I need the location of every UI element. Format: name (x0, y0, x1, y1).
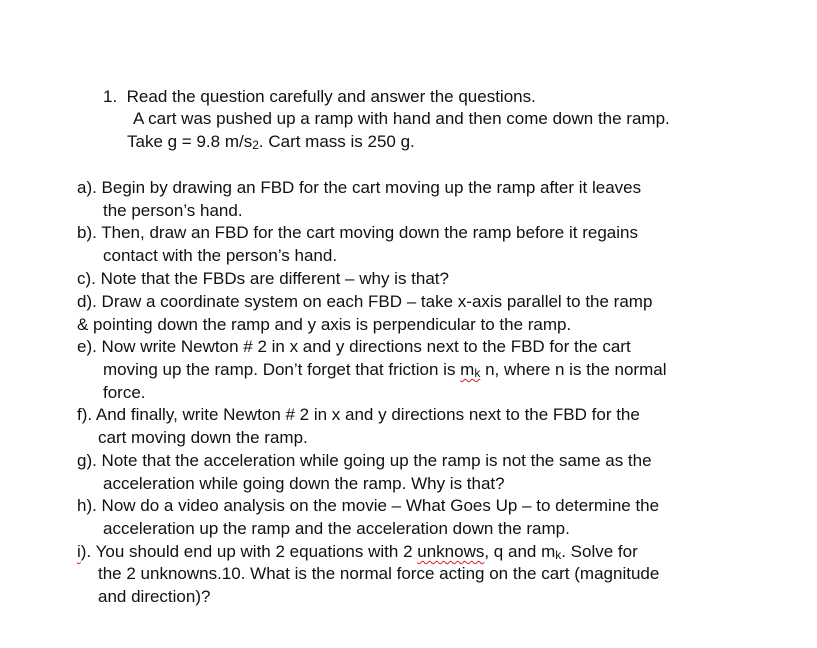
question-e-line2 (103, 359, 667, 382)
item-letter: i (77, 542, 81, 561)
problem-statement: A cart was pushed up a ramp with hand and then come down the ramp. (133, 109, 670, 128)
question-f-line1: f). And finally, write Newton # 2 in x and y directions next to the FBD for the (77, 405, 640, 424)
instruction-text: Read the question carefully and answer the questions. (126, 87, 536, 106)
solve-text: . Solve for (561, 542, 638, 561)
kinetic-subscript: k (555, 548, 562, 562)
exponent: 2 (252, 138, 259, 152)
question-e-line3: force. (103, 383, 146, 402)
misspelled-word: unknows (417, 542, 485, 561)
question-i-line3: and direction)? (98, 587, 211, 606)
gravity-value: Take g = 9.8 m/s (127, 132, 253, 151)
question-b-line2: contact with the person’s hand. (103, 246, 338, 265)
unknowns-list: , q and m (484, 542, 556, 561)
friction-text: moving up the ramp. Don’t forget that friction is (103, 360, 461, 379)
given-values (127, 131, 415, 154)
question-g-line1: g). Note that the acceleration while going up the ramp is not the same as the (77, 451, 652, 470)
question-number-line (103, 86, 536, 108)
question-h-line1: h). Now do a video analysis on the movie – What Goes Up – to determine the (77, 496, 660, 515)
friction-coefficient (460, 360, 480, 379)
question-a-line2: the person’s hand. (103, 201, 243, 220)
question-f-line2: cart moving down the ramp. (98, 428, 308, 447)
question-number: 1. (103, 87, 118, 106)
question-i-line1 (77, 541, 638, 564)
question-d-line2: & pointing down the ramp and y axis is perpendicular to the ramp. (77, 315, 572, 334)
question-g-line2: acceleration while going down the ramp. Why is that? (103, 474, 505, 493)
question-d-line1: d). Draw a coordinate system on each FBD – take x-axis parallel to the ramp (77, 292, 653, 311)
mass-value: . Cart mass is 250 g. (258, 132, 415, 151)
question-b-line1: b). Then, draw an FBD for the cart moving down the ramp before it regains (77, 223, 638, 242)
mu-symbol: m (460, 360, 475, 379)
equations-text: ). You should end up with 2 equations with 2 (80, 542, 418, 561)
normal-force-text: n, where n is the normal (480, 360, 667, 379)
question-c: c). Note that the FBDs are different – why is that? (77, 269, 449, 288)
question-a-line1: a). Begin by drawing an FBD for the cart moving up the ramp after it leaves (77, 178, 642, 197)
question-e-line1: e). Now write Newton # 2 in x and y directions next to the FBD for the cart (77, 337, 631, 356)
kinetic-subscript: k (474, 366, 481, 380)
question-h-line2: acceleration up the ramp and the acceleration down the ramp. (103, 519, 570, 538)
question-i-line2: the 2 unknowns.10. What is the normal force acting on the cart (magnitude (98, 564, 660, 583)
